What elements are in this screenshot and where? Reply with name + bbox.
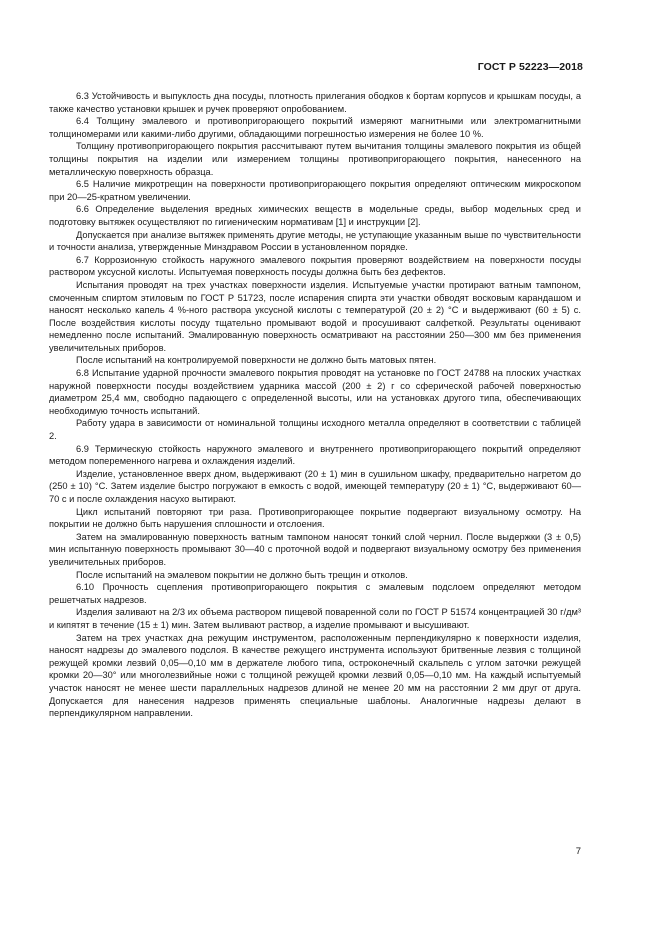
paragraph: Работу удара в зависимости от номинальной толщины исходного металла определяют в соответствии с таблицей 2.: [49, 418, 581, 442]
paragraph: Изделие, установленное вверх дном, выдерживают (20 ± 1) мин в сушильном шкафу, предварительно нагретом до (250 ± 10) °С. Затем изделие быстро погружают в емкость с водой, имеющей температуру (20 ± 1) °С, выдерживают 60—70 с и после охлаждения насухо вытирают.: [49, 468, 581, 504]
paragraph-6-6: 6.6 Определение выделения вредных химических веществ в модельные среды, выбор модельных сред и подготовку вытяжек осуществляют по гигиеническим нормативам [1] и инструкции [2].: [49, 204, 581, 227]
paragraph: Толщину противопригорающего покрытия рассчитывают путем вычитания толщины эмалевого покрытия из общей толщины покрытия на изделии или измерением толщины противопригорающего покрытия, нанесенного на металлическую поверхность образца.: [49, 141, 581, 177]
document-body: [49, 90, 581, 720]
standard-header: ГОСТ Р 52223—2018: [477, 61, 583, 73]
page-number: 7: [575, 846, 581, 857]
paragraph-6-10: 6.10 Прочность сцепления противопригорающего покрытия с эмалевым подслоем определяют методом решетчатых надрезов.: [49, 582, 581, 605]
paragraph: Допускается при анализе вытяжек применять другие методы, не уступающие указанным выше по чувствительности и точности анализа, утвержденные Минздравом России в установленном порядке.: [49, 229, 581, 253]
paragraph: После испытаний на контролируемой поверхности не должно быть матовых пятен.: [76, 355, 437, 366]
paragraph-6-7: 6.7 Коррозионную стойкость наружного эмалевого покрытия проверяют воздействием на поверхности посуды раствором уксусной кислоты. Испытуемая поверхность посуды должна быть без дефектов.: [49, 254, 581, 278]
paragraph: Изделия заливают на 2/3 их объема раствором пищевой поваренной соли по ГОСТ Р 51574 концентрацией 30 г/дм³ и кипятят в течение (15 ± 1) мин. Затем выливают раствор, а изделие промывают и высушивают.: [49, 607, 581, 630]
paragraph-6-3: 6.3 Устойчивость и выпуклость дна посуды, плотность прилегания ободков к бортам корпусов и крышкам посуды, а также качество установки крышек и ручек проверяют опробованием.: [49, 91, 581, 114]
paragraph-6-8: 6.8 Испытание ударной прочности эмалевого покрытия проводят на установке по ГОСТ 24788 на плоских участках наружной поверхности посуды воздействием ударника массой (200 ± 2) г со сферической рабочей поверхностью диаметром 25,4 мм, свободно падающего с определенной высоты, или на установках другого типа, обеспечивающих необходимую точность испытаний.: [49, 368, 581, 416]
paragraph: Цикл испытаний повторяют три раза. Противопригорающее покрытие подвергают визуальному осмотру. На покрытии не должно быть нарушения сплошности и отслоения.: [49, 506, 581, 530]
paragraph: Испытания проводят на трех участках поверхности изделия. Испытуемые участки протирают ватным тампоном, смоченным спиртом этиловым по ГОСТ Р 51723, после испарения спирта эти участки обводят восковым карандашом и наносят несколько капель 4 %-ного раствора уксусной кислоты с температурой (20 ± 2) °С и выдерживают (60 ± 5) с. После воздействия кислоты посуду тщательно промывают водой и просушивают салфеткой. Результаты оценивают немедленно после испытаний. Эмалированную поверхность осматривают на расстоянии 250—300 мм без применения увеличительных приборов.: [49, 279, 581, 353]
paragraph: Затем на трех участках дна режущим инструментом, расположенным перпендикулярно к поверхности изделия, наносят надрезы до эмалевого подслоя. В качестве режущего инструмента используют бритвенные лезвия с толщиной режущей кромки лезвий 0,05—0,10 мм в держателе любого типа, остроконечный скальпель с углом заточки режущей кромки 20—30° или многолезвийные ножи с толщиной режущей кромки лезвий 0,05—0,10 мм. На каждый испытуемый участок наносят не менее шести параллельных надрезов длиной не менее 20 мм на расстоянии 2 мм друг от друга. Допускается для нанесения надрезов применять специальные шаблоны. Аналогичные надрезы делают в перпендикулярном направлении.: [49, 632, 581, 719]
paragraph: Затем на эмалированную поверхность ватным тампоном наносят тонкий слой чернил. После выдержки (3 ± 0,5) мин испытанную поверхность промывают 30—40 с проточной водой и подвергают визуальному осмотру без применения увеличительных приборов.: [49, 531, 581, 567]
paragraph-6-5: 6.5 Наличие микротрещин на поверхности противопригорающего покрытия определяют оптическим микроскопом при 20—25-кратном увеличении.: [49, 179, 581, 202]
paragraph-6-4: 6.4 Толщину эмалевого и противопригорающего покрытий измеряют магнитными или электромагнитными толщиномерами или какими-либо другими, обладающими погрешностью измерения не более 10 %.: [49, 116, 581, 139]
paragraph-6-9: 6.9 Термическую стойкость наружного эмалевого и внутреннего противопригорающего покрытий определяют методом попеременного нагрева и охлаждения изделий.: [49, 443, 581, 467]
paragraph: После испытаний на эмалевом покрытии не должно быть трещин и отколов.: [76, 569, 408, 580]
